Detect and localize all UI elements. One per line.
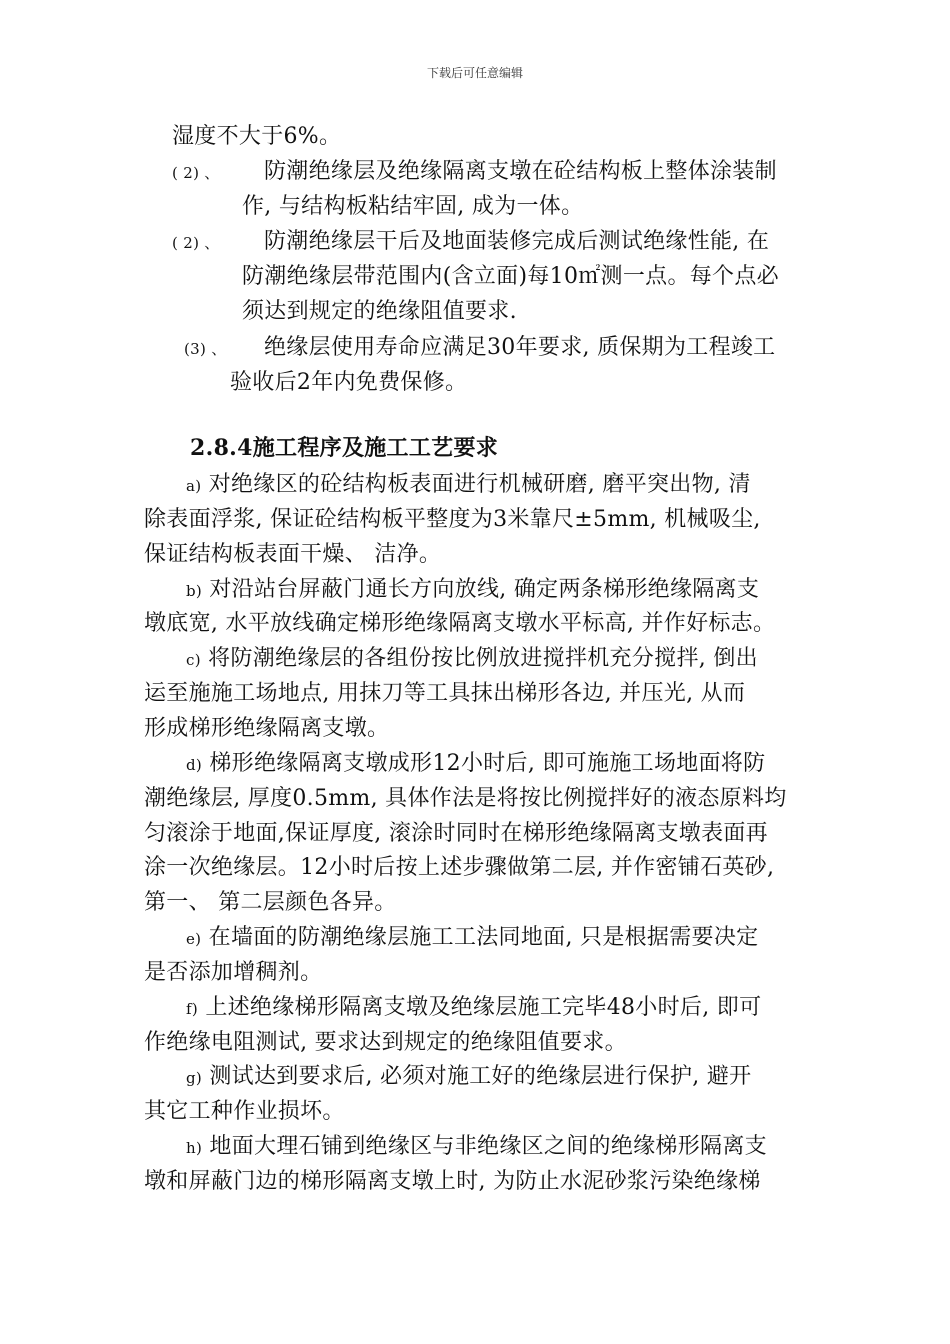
paragraph-line: 第一、 第二层颜色各异。 <box>144 890 397 915</box>
item-label: e) <box>186 930 202 948</box>
paragraph-line: d) 梯形绝缘隔离支墩成形12小时后, 即可施施工场地面将防 <box>186 751 766 776</box>
paragraph-line: c) 将防潮绝缘层的各组份按比例放进搅拌机充分搅拌, 倒出 <box>186 646 758 671</box>
paragraph-line: 是否添加增稠剂。 <box>144 960 323 985</box>
paragraph-line: 匀滚涂于地面,保证厚度, 滚涂时同时在梯形绝缘隔离支墩表面再 <box>144 821 768 846</box>
list-label: ( 2) 、 <box>172 164 220 182</box>
list-item: (3) 、 绝缘层使用寿命应满足30年要求, 质保期为工程竣工 <box>184 333 775 364</box>
paragraph-line: 作绝缘电阻测试, 要求达到规定的绝缘阻值要求。 <box>144 1030 627 1055</box>
paragraph-line: 除表面浮浆, 保证砼结构板平整度为3米靠尺±5mm, 机械吸尘, <box>144 507 761 532</box>
paragraph-line: g) 测试达到要求后, 必须对施工好的绝缘层进行保护, 避开 <box>186 1064 752 1089</box>
paragraph-line: 涂一次绝缘层。12小时后按上述步骤做第二层, 并作密铺石英砂, <box>144 855 775 880</box>
paragraph-line: b) 对沿站台屏蔽门通长方向放线, 确定两条梯形绝缘隔离支 <box>186 577 760 602</box>
paragraph-line: 运至施施工场地点, 用抹刀等工具抹出梯形各边, 并压光, 从而 <box>144 681 746 706</box>
text-line: 验收后2年内免费保修。 <box>230 370 468 395</box>
page-header: 下载后可任意编辑 <box>426 66 523 80</box>
list-label: (3) 、 <box>184 340 227 358</box>
paragraph-line: f) 上述绝缘梯形隔离支墩及绝缘层施工完毕48小时后, 即可 <box>186 995 762 1020</box>
list-label: ( 2) 、 <box>172 234 220 252</box>
paragraph-line: a) 对绝缘区的砼结构板表面进行机械研磨, 磨平突出物, 清 <box>186 472 751 497</box>
item-label: f) <box>186 1000 199 1018</box>
item-label: h) <box>186 1139 203 1157</box>
list-item: ( 2) 、 防潮绝缘层干后及地面装修完成后测试绝缘性能, 在 <box>172 227 769 258</box>
paragraph-line: 潮绝缘层, 厚度0.5mm, 具体作法是将按比例搅拌好的液态原料均 <box>144 786 787 811</box>
item-label: b) <box>186 582 203 600</box>
item-label: g) <box>186 1069 203 1087</box>
item-label: d) <box>186 756 203 774</box>
paragraph-line: 墩和屏蔽门边的梯形隔离支墩上时, 为防止水泥砂浆污染绝缘梯 <box>144 1169 761 1194</box>
list-item: ( 2) 、 防潮绝缘层及绝缘隔离支墩在砼结构板上整体涂装制 <box>172 157 777 188</box>
text-line: 作, 与结构板粘结牢固, 成为一体。 <box>242 194 584 219</box>
text-line: 须达到规定的绝缘阻值要求. <box>242 299 517 324</box>
paragraph-line: h) 地面大理石铺到绝缘区与非绝缘区之间的绝缘梯形隔离支 <box>186 1134 767 1159</box>
text-line: 湿度不大于6%。 <box>172 124 342 149</box>
section-heading: 2.8.4施工程序及施工工艺要求 <box>190 435 499 461</box>
text-line: 防潮绝缘层带范围内(含立面)每10㎡测一点。每个点必 <box>242 264 779 289</box>
paragraph-line: 保证结构板表面干燥、 洁净。 <box>144 542 442 567</box>
item-label: c) <box>186 651 201 669</box>
paragraph-line: 其它工种作业损坏。 <box>144 1099 345 1124</box>
paragraph-line: 形成梯形绝缘隔离支墩。 <box>144 716 390 741</box>
item-label: a) <box>186 477 202 495</box>
paragraph-line: e) 在墙面的防潮绝缘层施工工法同地面, 只是根据需要决定 <box>186 925 759 950</box>
paragraph-line: 墩底宽, 水平放线确定梯形绝缘隔离支墩水平标高, 并作好标志。 <box>144 611 776 636</box>
